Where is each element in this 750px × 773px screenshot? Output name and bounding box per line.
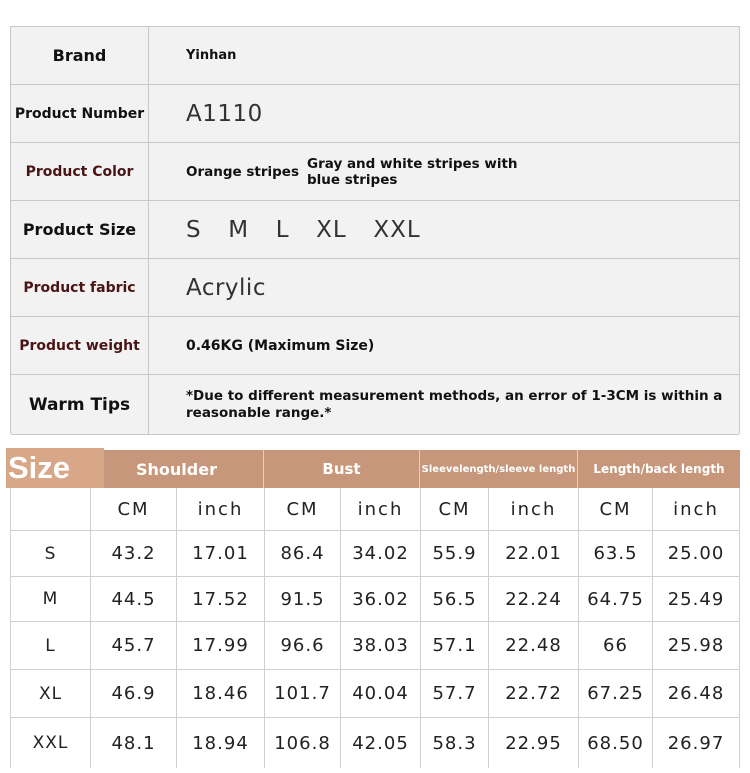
value-cell: 22.48 bbox=[488, 622, 578, 669]
size-chart-header bbox=[10, 450, 740, 488]
size-row-l bbox=[11, 622, 739, 670]
size-label-cell: M bbox=[42, 589, 59, 609]
value-cell: 22.95 bbox=[488, 718, 578, 768]
info-row-product-number bbox=[11, 85, 739, 143]
value-cell: 42.05 bbox=[340, 718, 420, 768]
unit-cell: inch bbox=[176, 488, 264, 530]
size-chart-header-band bbox=[90, 450, 740, 488]
value-cell: 38.03 bbox=[340, 622, 420, 669]
value-cell: 106.8 bbox=[264, 718, 340, 768]
value-cell: 57.7 bbox=[420, 670, 488, 717]
product-size-label: Product Size bbox=[11, 201, 149, 258]
value-cell: 101.7 bbox=[264, 670, 340, 717]
brand-label: Brand bbox=[11, 27, 149, 84]
unit-cell: inch bbox=[340, 488, 420, 530]
value-cell: 91.5 bbox=[264, 577, 340, 621]
value-cell: 57.1 bbox=[420, 622, 488, 669]
value-cell: 18.94 bbox=[176, 718, 264, 768]
value-cell: 55.9 bbox=[420, 531, 488, 576]
value-cell: 22.01 bbox=[488, 531, 578, 576]
size-label-cell: S bbox=[44, 543, 57, 564]
value-cell: 26.48 bbox=[652, 670, 739, 717]
product-fabric-value: Acrylic bbox=[186, 274, 266, 301]
value-cell: 25.98 bbox=[652, 622, 739, 669]
product-info-table bbox=[10, 26, 740, 434]
header-back-length: Length/back length bbox=[577, 450, 740, 488]
size-chart-title: Size bbox=[6, 448, 104, 488]
size-label-cell: XL bbox=[38, 683, 63, 704]
product-color-label: Product Color bbox=[11, 143, 149, 200]
product-weight-value: 0.46KG (Maximum Size) bbox=[186, 337, 375, 354]
info-row-product-size bbox=[11, 201, 739, 259]
value-cell: 48.1 bbox=[90, 718, 176, 768]
product-number-value: A1110 bbox=[186, 100, 263, 127]
value-cell: 17.01 bbox=[176, 531, 264, 576]
value-cell: 86.4 bbox=[264, 531, 340, 576]
value-cell: 64.75 bbox=[578, 577, 652, 621]
value-cell: 17.52 bbox=[176, 577, 264, 621]
value-cell: 43.2 bbox=[90, 531, 176, 576]
size-label-cell: L bbox=[45, 635, 56, 656]
unit-cell: CM bbox=[264, 488, 340, 530]
value-cell: 40.04 bbox=[340, 670, 420, 717]
value-cell: 58.3 bbox=[420, 718, 488, 768]
value-cell: 25.49 bbox=[652, 577, 739, 621]
product-color-value bbox=[186, 143, 729, 200]
value-cell: 18.46 bbox=[176, 670, 264, 717]
value-cell: 44.5 bbox=[90, 577, 176, 621]
value-cell: 22.24 bbox=[488, 577, 578, 621]
unit-cell: inch bbox=[652, 488, 739, 530]
info-row-product-weight bbox=[11, 317, 739, 375]
size-row-s bbox=[11, 531, 739, 577]
warm-tips-value: *Due to different measurement methods, an error of 1-3CM is within a reasonable range.* bbox=[186, 387, 723, 421]
color-option-gray-white: Gray and white stripes with blue stripes bbox=[307, 155, 518, 188]
value-cell: 66 bbox=[578, 622, 652, 669]
header-sleeve-length: Sleevelength/sleeve length bbox=[419, 450, 577, 488]
value-cell: 67.25 bbox=[578, 670, 652, 717]
value-cell: 25.00 bbox=[652, 531, 739, 576]
header-shoulder: Shoulder bbox=[136, 459, 217, 479]
brand-value: Yinhan bbox=[186, 48, 237, 63]
size-chart-grid bbox=[10, 488, 740, 768]
info-row-product-color bbox=[11, 143, 739, 201]
value-cell: 36.02 bbox=[340, 577, 420, 621]
size-row-xxl bbox=[11, 718, 739, 768]
unit-cell: inch bbox=[488, 488, 578, 530]
info-row-product-fabric bbox=[11, 259, 739, 317]
units-row bbox=[11, 488, 739, 531]
info-row-warm-tips bbox=[11, 375, 739, 435]
value-cell: 96.6 bbox=[264, 622, 340, 669]
unit-cell: CM bbox=[420, 488, 488, 530]
product-size-value: S M L XL XXL bbox=[186, 216, 421, 243]
units-corner-cell bbox=[11, 488, 90, 530]
product-number-label: Product Number bbox=[11, 85, 149, 142]
value-cell: 22.72 bbox=[488, 670, 578, 717]
size-label-cell: XXL bbox=[32, 733, 69, 753]
product-fabric-label: Product fabric bbox=[11, 259, 149, 316]
value-cell: 63.5 bbox=[578, 531, 652, 576]
unit-cell: CM bbox=[578, 488, 652, 530]
size-row-m bbox=[11, 577, 739, 622]
size-row-xl bbox=[11, 670, 739, 718]
color-option-orange: Orange stripes bbox=[186, 163, 300, 180]
header-bust: Bust bbox=[263, 450, 419, 488]
product-weight-label: Product weight bbox=[11, 317, 149, 374]
value-cell: 34.02 bbox=[340, 531, 420, 576]
info-row-brand bbox=[11, 27, 739, 85]
value-cell: 26.97 bbox=[652, 718, 739, 768]
value-cell: 68.50 bbox=[578, 718, 652, 768]
unit-cell: CM bbox=[90, 488, 176, 530]
value-cell: 56.5 bbox=[420, 577, 488, 621]
value-cell: 46.9 bbox=[90, 670, 176, 717]
value-cell: 17.99 bbox=[176, 622, 264, 669]
warm-tips-label: Warm Tips bbox=[11, 375, 149, 434]
value-cell: 45.7 bbox=[90, 622, 176, 669]
